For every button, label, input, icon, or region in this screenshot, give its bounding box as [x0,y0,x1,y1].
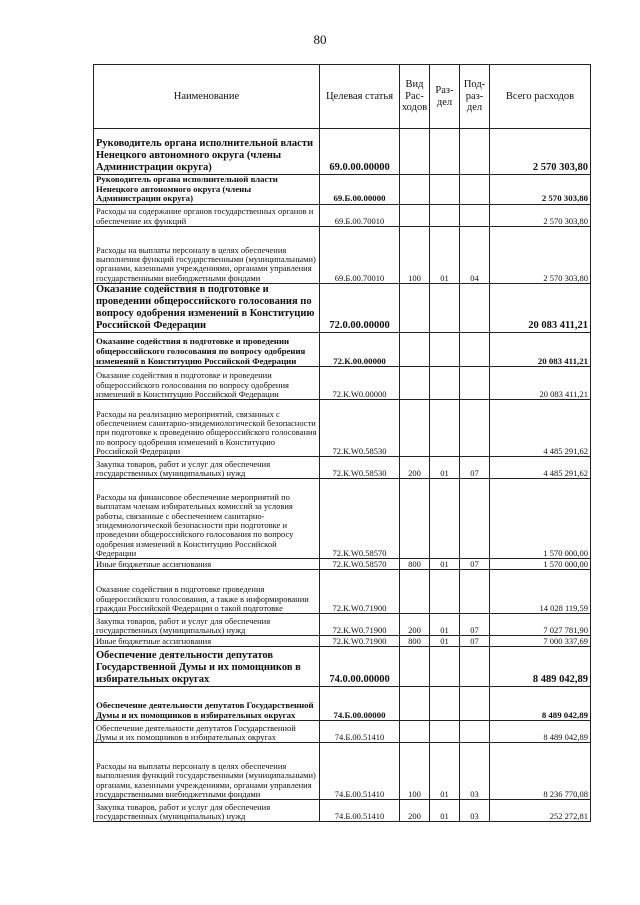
cell-target: 72.К.W0.71900 [320,614,400,636]
cell-name: Руководитель органа исполнительной власти Ненецкого автономного округа (члены Администрации округа) [94,129,320,175]
cell-name: Расходы на выплаты персоналу в целях обеспечения выполнения функций государственными (муниципальными) органами, казенными учреждениями, органами управления государственными внебюджетными фондами [94,743,320,800]
cell-target: 74.Б.00.51410 [320,743,400,800]
cell-subsection: 07 [460,457,490,479]
cell-subsection [460,175,490,205]
table-row [94,457,591,479]
cell-section [430,175,460,205]
cell-section [430,284,460,333]
cell-name: Закупка товаров, работ и услуг для обеспечения государственных (муниципальных) нужд [94,614,320,636]
cell-total: 2 570 303,80 [490,205,591,227]
cell-section: 01 [430,743,460,800]
cell-total: 1 570 000,00 [490,479,591,559]
cell-name: Оказание содействия в подготовке проведения общероссийского голосования, а также в информировании граждан Российской Федерации о такой подготовке [94,570,320,614]
cell-target: 72.К.W0.71900 [320,570,400,614]
cell-name: Расходы на реализацию мероприятий, связанных с обеспечением санитарно-эпидемиологической безопасности при подготовке к проведению общероссийского голосования по вопросу одобрения изменений в Конституцию Российской Федерации [94,400,320,457]
cell-kind [400,721,430,743]
cell-section [430,721,460,743]
cell-subsection [460,205,490,227]
cell-kind: 100 [400,743,430,800]
table-row [94,284,591,333]
cell-subsection [460,721,490,743]
cell-subsection: 03 [460,800,490,822]
cell-name: Оказание содействия в подготовке и проведении общероссийского голосования по вопросу одобрения изменений в Конституцию Российской Федерации [94,333,320,367]
cell-kind: 200 [400,457,430,479]
cell-total: 4 485 291,62 [490,400,591,457]
table-row [94,743,591,800]
cell-subsection [460,687,490,721]
cell-kind [400,479,430,559]
cell-section [430,647,460,687]
expenditure-table [93,64,591,822]
cell-target: 69.Б.00.00000 [320,175,400,205]
cell-name: Обеспечение деятельности депутатов Государственной Думы и их помощников в избирательных округах [94,647,320,687]
cell-kind [400,687,430,721]
table-row [94,647,591,687]
cell-name: Расходы на выплаты персоналу в целях обеспечения выполнения функций государственными (муниципальными) органами, казенными учреждениями, органами управления государственными внебюджетными фондами [94,227,320,284]
cell-subsection: 07 [460,559,490,570]
cell-name: Обеспечение деятельности депутатов Государственной Думы и их помощников в избирательных округах [94,721,320,743]
cell-kind [400,647,430,687]
cell-name: Расходы на финансовое обеспечение мероприятий по выплатам членам избирательных комиссий за условия работы, связанные с обеспечением санитарно-эпидемиологической безопасности при подготовке и проведении общероссийского голосования по вопросу одобрения изменений в Конституцию Российской Федерации [94,479,320,559]
table-row [94,205,591,227]
cell-kind: 800 [400,636,430,647]
cell-name: Иные бюджетные ассигнования [94,636,320,647]
cell-subsection [460,479,490,559]
cell-total: 7 000 337,69 [490,636,591,647]
cell-total: 20 083 411,21 [490,367,591,400]
table-row [94,400,591,457]
header-target: Целевая статья [320,65,400,129]
cell-total: 252 272,81 [490,800,591,822]
cell-subsection [460,570,490,614]
cell-target: 72.К.00.00000 [320,333,400,367]
cell-total: 2 570 303,80 [490,227,591,284]
cell-total: 4 485 291,62 [490,457,591,479]
cell-name: Руководитель органа исполнительной власти Ненецкого автономного округа (члены Администрации округа) [94,175,320,205]
cell-target: 69.Б.00.70010 [320,205,400,227]
table-row [94,570,591,614]
cell-name: Расходы на содержание органов государственных органов и обеспечение их функций [94,205,320,227]
cell-name: Оказание содействия в подготовке и проведении общероссийского голосования по вопросу одобрения изменений в Конституцию Российской Федерации [94,367,320,400]
table-header-row [94,65,591,129]
cell-total: 2 570 303,80 [490,175,591,205]
table-row [94,559,591,570]
cell-target: 72.К.W0.58530 [320,400,400,457]
cell-target: 74.Б.00.51410 [320,721,400,743]
cell-section [430,333,460,367]
cell-target: 69.0.00.00000 [320,129,400,175]
cell-section: 01 [430,636,460,647]
header-total: Всего расходов [490,65,591,129]
cell-target: 72.0.00.00000 [320,284,400,333]
table-row [94,614,591,636]
cell-kind: 800 [400,559,430,570]
cell-kind: 100 [400,227,430,284]
table-row [94,721,591,743]
cell-total: 8 489 042,89 [490,687,591,721]
cell-section [430,479,460,559]
cell-kind: 200 [400,800,430,822]
cell-subsection [460,333,490,367]
cell-total: 20 083 411,21 [490,333,591,367]
cell-name: Закупка товаров, работ и услуг для обеспечения государственных (муниципальных) нужд [94,800,320,822]
cell-section [430,205,460,227]
cell-name: Иные бюджетные ассигнования [94,559,320,570]
cell-section [430,367,460,400]
cell-kind [400,570,430,614]
cell-target: 72.К.W0.71900 [320,636,400,647]
table-row [94,175,591,205]
cell-subsection [460,284,490,333]
cell-section [430,687,460,721]
header-section: Раз-дел [430,65,460,129]
table-row [94,479,591,559]
table-row [94,227,591,284]
cell-total: 20 083 411,21 [490,284,591,333]
cell-kind [400,400,430,457]
cell-target: 74.0.00.00000 [320,647,400,687]
cell-subsection: 04 [460,227,490,284]
cell-name: Оказание содействия в подготовке и проведении общероссийского голосования по вопросу одобрения изменений в Конституцию Российской Федерации [94,284,320,333]
cell-kind [400,333,430,367]
cell-section [430,129,460,175]
cell-total: 8 489 042,89 [490,647,591,687]
cell-kind [400,205,430,227]
cell-name: Обеспечение деятельности депутатов Государственной Думы и их помощников в избирательных округах [94,687,320,721]
cell-kind: 200 [400,614,430,636]
cell-section: 01 [430,559,460,570]
cell-total: 2 570 303,80 [490,129,591,175]
cell-kind [400,284,430,333]
cell-section [430,570,460,614]
table-row [94,333,591,367]
cell-target: 74.Б.00.00000 [320,687,400,721]
table-row [94,129,591,175]
cell-total: 1 570 000,00 [490,559,591,570]
cell-kind [400,175,430,205]
cell-subsection [460,129,490,175]
page-number: 80 [313,32,327,47]
cell-subsection [460,367,490,400]
cell-section: 01 [430,800,460,822]
cell-section: 01 [430,457,460,479]
cell-total: 14 028 119,59 [490,570,591,614]
cell-target: 72.К.W0.58570 [320,559,400,570]
cell-target: 72.К.W0.58570 [320,479,400,559]
table-row [94,367,591,400]
cell-target: 72.К.W0.58530 [320,457,400,479]
cell-total: 8 489 042,89 [490,721,591,743]
cell-kind [400,367,430,400]
cell-total: 8 236 770,08 [490,743,591,800]
cell-subsection: 07 [460,636,490,647]
cell-total: 7 027 781,90 [490,614,591,636]
cell-target: 72.К.W0.00000 [320,367,400,400]
table-body [94,129,591,822]
cell-subsection [460,647,490,687]
table-row [94,687,591,721]
cell-subsection: 07 [460,614,490,636]
table-row [94,800,591,822]
cell-subsection [460,400,490,457]
header-name: Наименование [94,65,320,129]
header-subsection: Под-раз-дел [460,65,490,129]
header-kind: Вид Рас-ходов [400,65,430,129]
cell-target: 74.Б.00.51410 [320,800,400,822]
table-row [94,636,591,647]
cell-kind [400,129,430,175]
cell-section: 01 [430,227,460,284]
cell-name: Закупка товаров, работ и услуг для обеспечения государственных (муниципальных) нужд [94,457,320,479]
cell-subsection: 03 [460,743,490,800]
cell-section: 01 [430,614,460,636]
cell-target: 69.Б.00.70010 [320,227,400,284]
cell-section [430,400,460,457]
